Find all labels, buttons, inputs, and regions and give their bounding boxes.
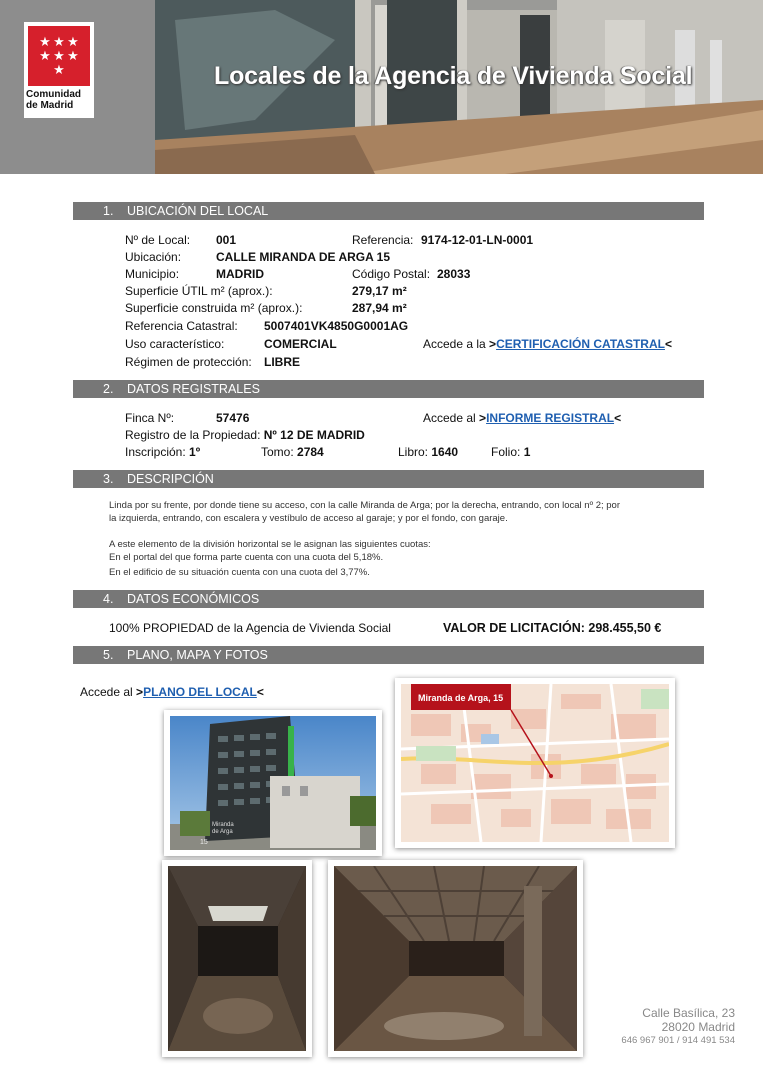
location-map-image	[401, 684, 669, 842]
ubicacion-value: CALLE MIRANDA DE ARGA 15	[216, 250, 391, 264]
regimen-label: Régimen de protección:	[125, 355, 252, 369]
n-local-value: 001	[216, 233, 237, 247]
descripcion-line-5: En el edificio de su situación cuenta con una cuota del 3,77%.	[109, 567, 370, 578]
section-title: DATOS REGISTRALES	[127, 382, 260, 396]
page-title: Locales de la Agencia de Vivienda Social	[214, 62, 693, 90]
header-banner	[0, 0, 763, 174]
superficie-util-value: 279,17 m²	[352, 284, 407, 298]
comunidad-de-madrid-logo	[24, 22, 94, 118]
section-number: 3.	[103, 472, 114, 486]
registro-line	[125, 428, 365, 442]
registro-label: Registro de la Propiedad:	[125, 428, 261, 442]
accede-al-label: Accede al	[423, 411, 480, 425]
section-3-bar	[73, 470, 704, 488]
libro-value: 1640	[431, 445, 459, 459]
folio-value: 1	[523, 445, 531, 459]
section-5-bar	[73, 646, 704, 664]
folio-label: Folio:	[491, 445, 521, 459]
valor-licitacion: VALOR DE LICITACIÓN: 298.455,50 €	[443, 621, 662, 635]
descripcion-line-1: Linda por su frente, por donde tiene su acceso, con la calle Miranda de Arga; por la derecha, entrando, con local nº 2; por	[109, 500, 620, 511]
informe-line: Accede al >INFORME REGISTRAL<	[423, 411, 622, 425]
codigo-postal-value: 28033	[437, 267, 471, 281]
referencia-value: 9174-12-01-LN-0001	[421, 233, 534, 247]
tomo-line	[261, 445, 324, 459]
section-4-bar	[73, 590, 704, 608]
descripcion-line-3: A este elemento de la división horizontal se le asignan las siguientes cuotas:	[109, 539, 431, 550]
section-number: 1.	[103, 204, 114, 218]
libro-line	[398, 445, 458, 459]
ref-catastral-label: Referencia Catastral:	[125, 319, 238, 333]
registro-value: Nº 12 DE MADRID	[263, 428, 365, 442]
folio-line	[491, 445, 530, 459]
accede-a-la-label: Accede a la	[423, 337, 490, 351]
tomo-label: Tomo:	[261, 445, 294, 459]
building-sign-3: 15	[200, 839, 208, 846]
section-1-bar	[73, 202, 704, 220]
uso-label: Uso característico:	[125, 337, 225, 351]
superficie-construida-label: Superficie construida m² (aprox.):	[125, 301, 303, 315]
certificacion-line: Accede a la >CERTIFICACIÓN CATASTRAL<	[423, 337, 672, 351]
interior-image-2	[334, 866, 577, 1051]
footer-phones: 646 967 901 / 914 491 534	[621, 1035, 735, 1046]
building-exterior-image	[170, 716, 376, 850]
tomo-value: 2784	[297, 445, 324, 459]
building-exterior-photo	[164, 710, 382, 856]
inscripcion-line	[125, 445, 200, 459]
interior-photo-2	[328, 860, 583, 1057]
building-sign-2: de Arga	[212, 829, 233, 835]
footer-city: 28020 Madrid	[661, 1020, 735, 1034]
municipio-value: MADRID	[216, 267, 264, 281]
n-local-label: Nº de Local:	[125, 233, 191, 247]
section-title: DESCRIPCIÓN	[127, 472, 214, 486]
uso-value: COMERCIAL	[264, 337, 337, 351]
footer-address: Calle Basílica, 23	[642, 1006, 735, 1020]
superficie-construida-value: 287,94 m²	[352, 301, 407, 315]
interior-photo-1	[162, 860, 312, 1057]
logo-line2: de Madrid	[26, 100, 74, 111]
ubicacion-label: Ubicación:	[125, 250, 182, 264]
finca-value: 57476	[216, 411, 250, 425]
codigo-postal-label: Código Postal:	[352, 267, 431, 281]
municipio-label: Municipio:	[125, 267, 180, 281]
regimen-value: LIBRE	[264, 355, 300, 369]
informe-registral-link[interactable]: INFORME REGISTRAL	[486, 411, 615, 425]
section-title: PLANO, MAPA Y FOTOS	[127, 648, 268, 662]
ref-catastral-value: 5007401VK4850G0001AG	[264, 319, 409, 333]
finca-label: Finca Nº:	[125, 411, 175, 425]
section-number: 2.	[103, 382, 114, 396]
plano-del-local-link[interactable]: PLANO DEL LOCAL	[143, 685, 257, 699]
map-label-text: Miranda de Arga, 15	[418, 693, 504, 703]
inscripcion-value: 1º	[189, 445, 201, 459]
interior-image-1	[168, 866, 306, 1051]
section-title: DATOS ECONÓMICOS	[127, 592, 260, 606]
plano-line: Accede al >PLANO DEL LOCAL<	[80, 685, 264, 699]
libro-label: Libro:	[398, 445, 429, 459]
referencia-label: Referencia:	[352, 233, 414, 247]
descripcion-line-4: En el portal del que forma parte cuenta con una cuota del 5,18%.	[109, 552, 384, 563]
section-number: 5.	[103, 648, 114, 662]
accede-al-plano-label: Accede al	[80, 685, 137, 699]
section-2-bar	[73, 380, 704, 398]
certificacion-catastral-link[interactable]: CERTIFICACIÓN CATASTRAL	[496, 337, 665, 351]
location-map-photo	[395, 678, 675, 848]
building-sign-1: Miranda	[212, 822, 234, 828]
descripcion-line-2: la izquierda, entrando, con escalera y vestíbulo de acceso al garaje; y por el fondo, con garaje.	[109, 513, 508, 524]
section-number: 4.	[103, 592, 114, 606]
propiedad-text: 100% PROPIEDAD de la Agencia de Vivienda Social	[109, 621, 391, 635]
map-pin-icon	[549, 774, 553, 778]
inscripcion-label: Inscripción:	[125, 445, 186, 459]
logo-stars: ★ ★ ★ ★ ★ ★ ★	[28, 26, 90, 86]
logo-line1: Comunidad	[26, 89, 81, 100]
section-title: UBICACIÓN DEL LOCAL	[127, 204, 269, 218]
superficie-util-label: Superficie ÚTIL m² (aprox.):	[125, 284, 273, 298]
